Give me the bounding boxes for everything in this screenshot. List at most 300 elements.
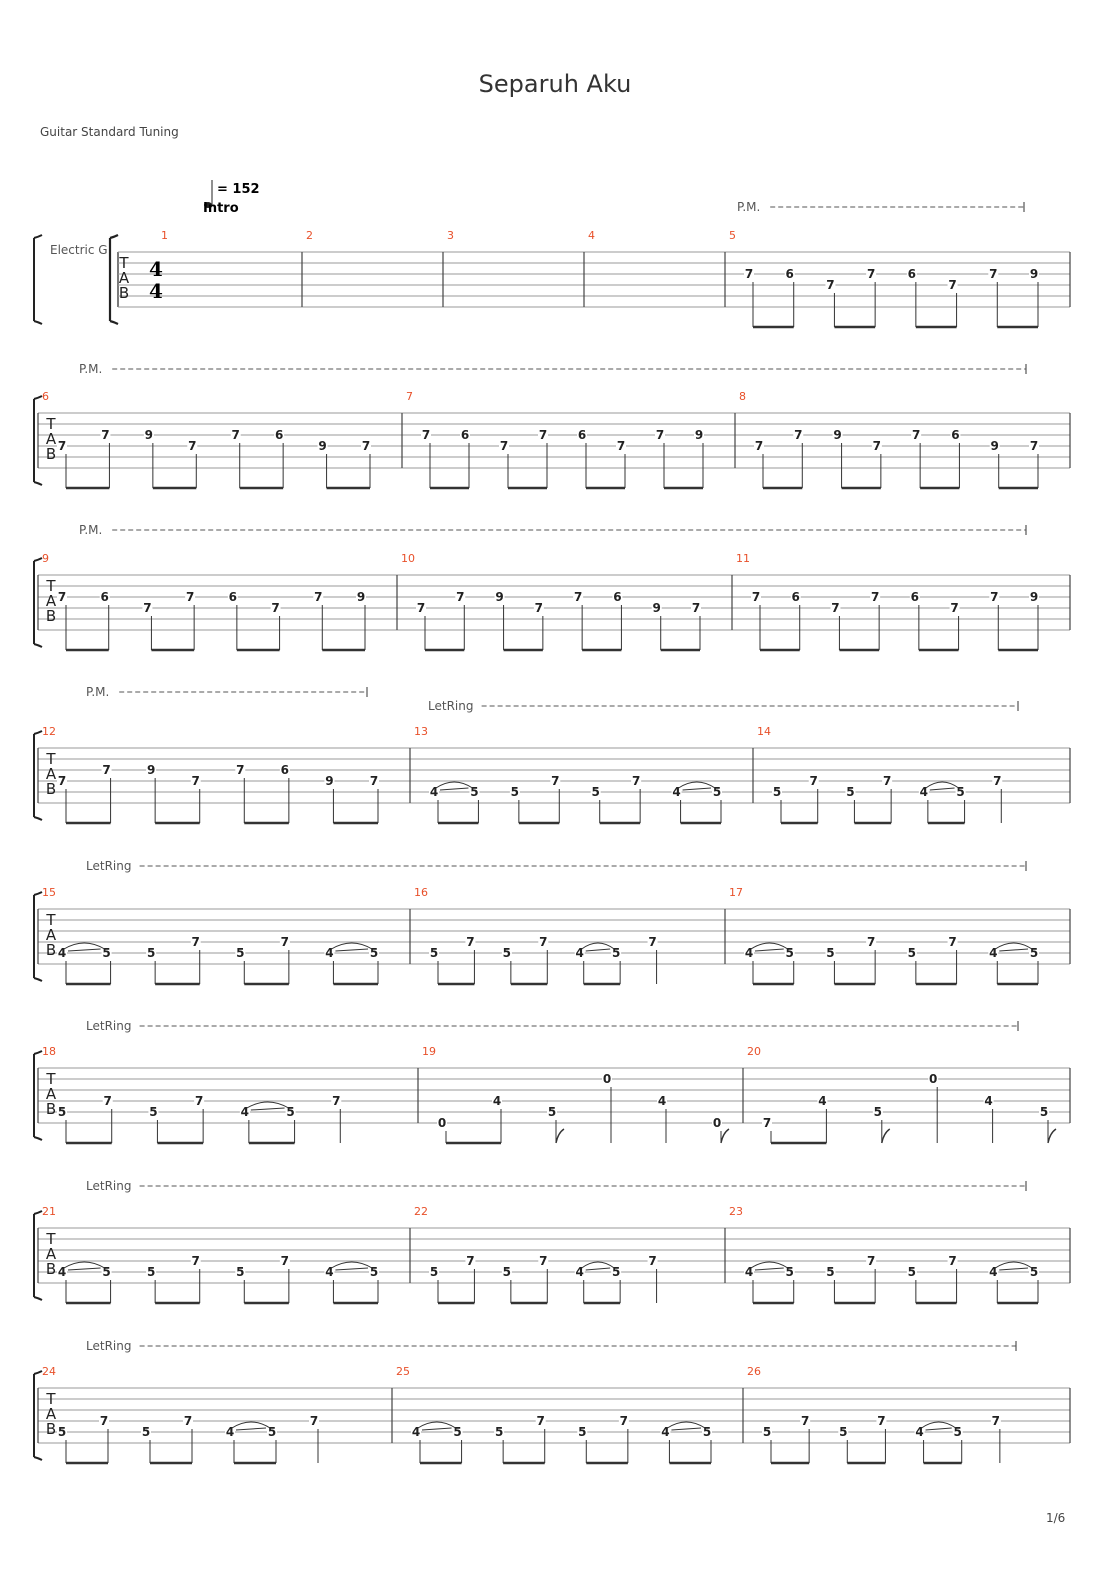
fret-number: 7 — [101, 428, 110, 442]
slur-arc — [436, 782, 472, 788]
fret-number: 5 — [611, 1265, 621, 1279]
fret-number: 5 — [141, 1425, 151, 1439]
fret-number: 4 — [661, 1425, 670, 1439]
fret-number: 7 — [754, 439, 764, 453]
fret-number: 9 — [990, 439, 999, 453]
fret-number: 7 — [191, 1254, 200, 1268]
svg-text:LetRing: LetRing — [428, 699, 474, 713]
tab-clef-letter: T — [46, 415, 56, 433]
fret-number: 5 — [470, 785, 479, 799]
fret-number: 7 — [866, 1254, 876, 1268]
fret-number: 5 — [510, 785, 520, 799]
tab-clef-letter: T — [46, 577, 56, 595]
measure-10 — [401, 552, 701, 650]
fret-number: 9 — [318, 439, 327, 453]
fret-number: 5 — [611, 946, 621, 960]
fret-number: 7 — [280, 935, 290, 949]
fret-number: 4 — [984, 1094, 993, 1108]
section-label: Intro — [203, 201, 239, 216]
fret-number: 7 — [948, 278, 957, 292]
fret-number: 7 — [948, 1254, 957, 1268]
tab-clef-letter: B — [45, 607, 57, 625]
fret-number: 4 — [429, 785, 439, 799]
fret-number: 4 — [325, 1265, 334, 1279]
fret-number: 4 — [672, 785, 681, 799]
fret-number: 9 — [325, 774, 334, 788]
svg-text:LetRing: LetRing — [86, 1339, 132, 1353]
measure-number: 24 — [42, 1365, 56, 1378]
fret-number: 7 — [191, 935, 200, 949]
fret-number: 7 — [369, 774, 379, 788]
fret-number: 6 — [280, 763, 290, 777]
measure-number: 25 — [396, 1365, 410, 1378]
slide-line — [671, 1428, 701, 1430]
fret-number: 7 — [993, 774, 1002, 788]
tab-clef-letter: T — [46, 1390, 56, 1408]
fret-number: 7 — [762, 1116, 772, 1130]
fret-number: 7 — [877, 1414, 886, 1428]
tab-clef-letter: B — [45, 1420, 57, 1438]
fret-number: 7 — [185, 590, 195, 604]
fret-number: 5 — [146, 946, 156, 960]
fret-number: 7 — [280, 1254, 290, 1268]
fret-number: 7 — [794, 428, 803, 442]
fret-number: 5 — [547, 1105, 557, 1119]
measure-number: 6 — [42, 390, 49, 403]
fret-number: 5 — [826, 1265, 835, 1279]
slide-line — [586, 1268, 610, 1270]
measure-number: 2 — [306, 229, 313, 242]
fret-number: 7 — [800, 1414, 810, 1428]
fret-number: 5 — [149, 1105, 158, 1119]
fret-number: 7 — [950, 601, 959, 615]
fret-number: 5 — [907, 1265, 917, 1279]
fret-number: 7 — [882, 774, 892, 788]
fret-number: 0 — [437, 1116, 447, 1130]
fret-number: 7 — [466, 935, 475, 949]
slur-arc — [582, 1262, 614, 1268]
fret-number: 7 — [456, 590, 465, 604]
slur-arc — [232, 1422, 270, 1428]
fret-number: 9 — [146, 763, 156, 777]
fret-number: 9 — [652, 601, 661, 615]
fret-number: 7 — [143, 601, 152, 615]
technique-label — [737, 200, 1024, 214]
tab-clef-letter: B — [45, 445, 57, 463]
score-brace — [110, 235, 118, 324]
fret-number: 4 — [744, 1265, 754, 1279]
slur-arc — [751, 1262, 788, 1268]
fret-number: 4 — [919, 785, 929, 799]
slide-line — [335, 1268, 368, 1270]
fret-number: 7 — [534, 601, 544, 615]
tab-clef-letter: B — [45, 941, 57, 959]
fret-number: 5 — [146, 1265, 156, 1279]
measure-number: 17 — [729, 886, 743, 899]
tab-clef-letter: A — [45, 926, 57, 944]
measure-15 — [42, 886, 379, 984]
measure-1 — [161, 229, 168, 242]
tab-clef-letter: T — [46, 1070, 56, 1088]
fret-number: 5 — [502, 946, 512, 960]
slur-arc — [64, 1262, 105, 1268]
measure-19 — [422, 1045, 729, 1143]
measure-number: 18 — [42, 1045, 56, 1058]
fret-number: 7 — [551, 774, 560, 788]
fret-number: 7 — [989, 267, 998, 281]
fret-number: 7 — [809, 774, 818, 788]
slur-arc — [667, 1422, 705, 1428]
fret-number: 5 — [429, 946, 439, 960]
tab-clef-letter: T — [46, 1230, 56, 1248]
slide-line — [440, 788, 468, 790]
time-signature-top: 4 — [149, 257, 163, 281]
svg-text:LetRing: LetRing — [86, 859, 132, 873]
fret-number: 7 — [948, 935, 957, 949]
fret-number: 7 — [991, 1414, 1001, 1428]
tab-clef-letter: B — [45, 1100, 57, 1118]
measure-number: 19 — [422, 1045, 436, 1058]
fret-number: 7 — [183, 1414, 193, 1428]
svg-text:LetRing: LetRing — [86, 1019, 132, 1033]
fret-number: 5 — [1039, 1105, 1049, 1119]
fret-number: 7 — [466, 1254, 475, 1268]
fret-number: 0 — [602, 1072, 612, 1086]
fret-number: 4 — [657, 1094, 667, 1108]
slide-line — [586, 949, 610, 951]
tab-clef-letter: T — [119, 254, 129, 272]
tab-clef-letter: A — [118, 269, 130, 287]
measure-number: 22 — [414, 1205, 428, 1218]
measure-21 — [42, 1205, 379, 1303]
fret-number: 7 — [744, 267, 754, 281]
slur-arc — [247, 1102, 289, 1108]
slide-line — [999, 1268, 1028, 1270]
fret-number: 4 — [989, 1265, 998, 1279]
svg-text:P.M.: P.M. — [79, 523, 103, 537]
fret-number: 5 — [591, 785, 600, 799]
technique-label — [86, 1019, 1018, 1033]
fret-number: 4 — [989, 946, 998, 960]
fret-number: 7 — [538, 428, 548, 442]
fret-number: 6 — [460, 428, 470, 442]
fret-number: 7 — [539, 935, 548, 949]
fret-number: 9 — [356, 590, 366, 604]
tab-clef-letter: A — [45, 430, 57, 448]
measure-20 — [747, 1045, 1056, 1143]
fret-number: 7 — [102, 763, 111, 777]
fret-number: 5 — [369, 946, 379, 960]
fret-number: 7 — [751, 590, 761, 604]
fret-number: 5 — [369, 1265, 379, 1279]
fret-number: 7 — [573, 590, 583, 604]
page-number: 1/6 — [1046, 1511, 1066, 1525]
instrument-label: Electric G — [50, 243, 108, 257]
tuning-label: Guitar Standard Tuning — [40, 125, 179, 139]
measure-25 — [396, 1365, 712, 1463]
measure-14 — [757, 725, 1002, 823]
svg-text:P.M.: P.M. — [86, 685, 110, 699]
slur-arc — [331, 1262, 372, 1268]
fret-number: 7 — [332, 1094, 341, 1108]
measure-number: 23 — [729, 1205, 743, 1218]
measure-number: 7 — [406, 390, 413, 403]
svg-text:P.M.: P.M. — [737, 200, 761, 214]
measure-18 — [42, 1045, 341, 1143]
fret-number: 7 — [271, 601, 280, 615]
fret-number: 5 — [702, 1425, 712, 1439]
svg-text:P.M.: P.M. — [79, 362, 103, 376]
fret-number: 7 — [826, 278, 835, 292]
fret-number: 5 — [102, 946, 111, 960]
fret-number: 7 — [314, 590, 323, 604]
fret-number: 4 — [818, 1094, 827, 1108]
fret-number: 6 — [791, 590, 800, 604]
fret-number: 5 — [1029, 946, 1039, 960]
fret-number: 4 — [575, 946, 584, 960]
slide-line — [999, 949, 1028, 951]
measure-9 — [42, 552, 366, 650]
measure-17 — [729, 886, 1039, 984]
fret-number: 7 — [539, 1254, 548, 1268]
measure-number: 15 — [42, 886, 56, 899]
measure-6 — [42, 390, 371, 488]
tab-system-4 — [34, 725, 1070, 823]
fret-number: 7 — [631, 774, 641, 788]
fret-number: 5 — [953, 1425, 962, 1439]
slur-arc — [331, 943, 372, 949]
tab-clef-letter: A — [45, 1245, 57, 1263]
fret-number: 7 — [1029, 439, 1039, 453]
fret-number: 5 — [236, 946, 245, 960]
slur-arc — [995, 1262, 1032, 1268]
measure-16 — [414, 886, 658, 984]
fret-number: 0 — [929, 1072, 938, 1086]
fret-number: 7 — [57, 774, 67, 788]
fret-number: 5 — [578, 1425, 587, 1439]
fret-number: 6 — [951, 428, 960, 442]
measure-number: 10 — [401, 552, 415, 565]
measure-2 — [306, 229, 313, 242]
technique-label — [86, 1179, 1026, 1193]
measure-26 — [747, 1365, 1001, 1463]
fret-number: 5 — [772, 785, 782, 799]
song-title: Separuh Aku — [478, 70, 632, 98]
fret-number: 4 — [240, 1105, 250, 1119]
fret-number: 7 — [536, 1414, 545, 1428]
fret-number: 9 — [495, 590, 504, 604]
slide-line — [236, 1428, 266, 1430]
fret-number: 5 — [236, 1265, 245, 1279]
tab-system-2 — [34, 390, 1070, 488]
fret-number: 4 — [57, 946, 67, 960]
fret-number: 7 — [421, 428, 431, 442]
fret-number: 5 — [429, 1265, 439, 1279]
tempo-label: = 152 — [217, 182, 260, 197]
measure-number: 21 — [42, 1205, 56, 1218]
measure-number: 1 — [161, 229, 168, 242]
fret-number: 7 — [57, 439, 67, 453]
note-flag — [1048, 1129, 1056, 1143]
tab-clef-letter: B — [118, 284, 130, 302]
measure-8 — [739, 390, 1039, 488]
fret-number: 9 — [1029, 590, 1039, 604]
measure-11 — [736, 552, 1039, 650]
measure-number: 13 — [414, 725, 428, 738]
measure-13 — [414, 725, 722, 823]
time-signature-bottom: 4 — [149, 279, 163, 303]
fret-number: 7 — [872, 439, 882, 453]
slide-line — [68, 949, 101, 951]
note-flag — [882, 1129, 890, 1143]
slide-line — [930, 788, 955, 790]
fret-number: 7 — [361, 439, 371, 453]
fret-number: 5 — [846, 785, 855, 799]
fret-number: 7 — [648, 935, 657, 949]
measure-number: 5 — [729, 229, 736, 242]
slur-arc — [922, 1422, 956, 1428]
fret-number: 7 — [416, 601, 426, 615]
fret-number: 4 — [57, 1265, 67, 1279]
svg-text:LetRing: LetRing — [86, 1179, 132, 1193]
fret-number: 7 — [911, 428, 921, 442]
fret-number: 4 — [411, 1425, 421, 1439]
tab-system-1 — [34, 180, 1070, 327]
measure-4 — [588, 229, 595, 242]
fret-number: 7 — [870, 590, 880, 604]
fret-number: 5 — [785, 1265, 794, 1279]
fret-number: 6 — [910, 590, 920, 604]
measure-7 — [406, 390, 704, 488]
fret-number: 7 — [191, 774, 200, 788]
fret-number: 6 — [785, 267, 794, 281]
fret-number: 5 — [826, 946, 835, 960]
fret-number: 7 — [619, 1414, 629, 1428]
slide-line — [251, 1108, 285, 1110]
fret-number: 7 — [99, 1414, 109, 1428]
fret-number: 9 — [694, 428, 704, 442]
fret-number: 5 — [762, 1425, 772, 1439]
tab-clef-letter: A — [45, 1085, 57, 1103]
slur-arc — [679, 782, 715, 788]
fret-number: 4 — [325, 946, 334, 960]
tab-clef-letter: T — [46, 911, 56, 929]
fret-number: 7 — [236, 763, 245, 777]
slur-arc — [995, 943, 1032, 949]
fret-number: 5 — [494, 1425, 504, 1439]
tab-system-5 — [34, 886, 1070, 984]
slur-arc — [751, 943, 788, 949]
slide-line — [755, 949, 784, 951]
measure-number: 14 — [757, 725, 771, 738]
measure-number: 12 — [42, 725, 56, 738]
fret-number: 9 — [144, 428, 154, 442]
measure-3 — [447, 229, 454, 242]
note-flag — [721, 1129, 729, 1143]
fret-number: 6 — [274, 428, 284, 442]
fret-number: 6 — [613, 590, 622, 604]
fret-number: 6 — [100, 590, 109, 604]
technique-label — [86, 859, 1026, 873]
measure-number: 26 — [747, 1365, 761, 1378]
technique-label — [79, 523, 1026, 537]
tab-clef-letter: A — [45, 765, 57, 783]
tab-clef-letter: T — [46, 750, 56, 768]
measure-number: 3 — [447, 229, 454, 242]
technique-label — [428, 699, 1018, 713]
fret-number: 7 — [866, 935, 876, 949]
tab-clef-letter: A — [45, 592, 57, 610]
fret-number: 7 — [57, 590, 67, 604]
fret-number: 5 — [956, 785, 965, 799]
fret-number: 7 — [309, 1414, 319, 1428]
fret-number: 5 — [839, 1425, 848, 1439]
tab-system-3 — [34, 552, 1070, 650]
tab-clef-letter: B — [45, 1260, 57, 1278]
slide-line — [683, 788, 711, 790]
slide-line — [335, 949, 368, 951]
system-bracket — [34, 235, 42, 324]
measure-22 — [414, 1205, 658, 1303]
fret-number: 5 — [1029, 1265, 1039, 1279]
fret-number: 9 — [1029, 267, 1039, 281]
measure-5 — [729, 229, 1039, 327]
measure-number: 16 — [414, 886, 428, 899]
fret-number: 0 — [712, 1116, 722, 1130]
note-flag — [556, 1129, 564, 1143]
fret-number: 7 — [103, 1094, 112, 1108]
fret-number: 9 — [833, 428, 842, 442]
fret-number: 7 — [188, 439, 197, 453]
measure-number: 9 — [42, 552, 49, 565]
fret-number: 4 — [225, 1425, 235, 1439]
tab-system-8 — [34, 1365, 1070, 1463]
fret-number: 7 — [194, 1094, 204, 1108]
fret-number: 5 — [502, 1265, 512, 1279]
measure-12 — [42, 725, 379, 823]
fret-number: 7 — [499, 439, 509, 453]
technique-label — [86, 1339, 1016, 1353]
slide-line — [755, 1268, 784, 1270]
fret-number: 7 — [866, 267, 876, 281]
measure-24 — [42, 1365, 319, 1463]
measure-number: 4 — [588, 229, 595, 242]
fret-number: 7 — [831, 601, 840, 615]
slide-line — [422, 1428, 452, 1430]
fret-number: 7 — [231, 428, 240, 442]
fret-number: 5 — [57, 1425, 67, 1439]
fret-number: 5 — [102, 1265, 111, 1279]
technique-label — [86, 685, 367, 699]
fret-number: 5 — [873, 1105, 882, 1119]
measure-number: 8 — [739, 390, 746, 403]
fret-number: 6 — [907, 267, 917, 281]
fret-number: 5 — [907, 946, 917, 960]
measure-number: 11 — [736, 552, 750, 565]
fret-number: 4 — [575, 1265, 584, 1279]
fret-number: 5 — [267, 1425, 277, 1439]
slide-line — [926, 1428, 952, 1430]
fret-number: 6 — [577, 428, 587, 442]
technique-label — [79, 362, 1026, 376]
fret-number: 5 — [286, 1105, 295, 1119]
tab-system-6 — [34, 1045, 1070, 1143]
tab-system-7 — [34, 1205, 1070, 1303]
tab-clef-letter: A — [45, 1405, 57, 1423]
fret-number: 6 — [228, 590, 238, 604]
fret-number: 4 — [915, 1425, 924, 1439]
slur-arc — [926, 782, 959, 788]
